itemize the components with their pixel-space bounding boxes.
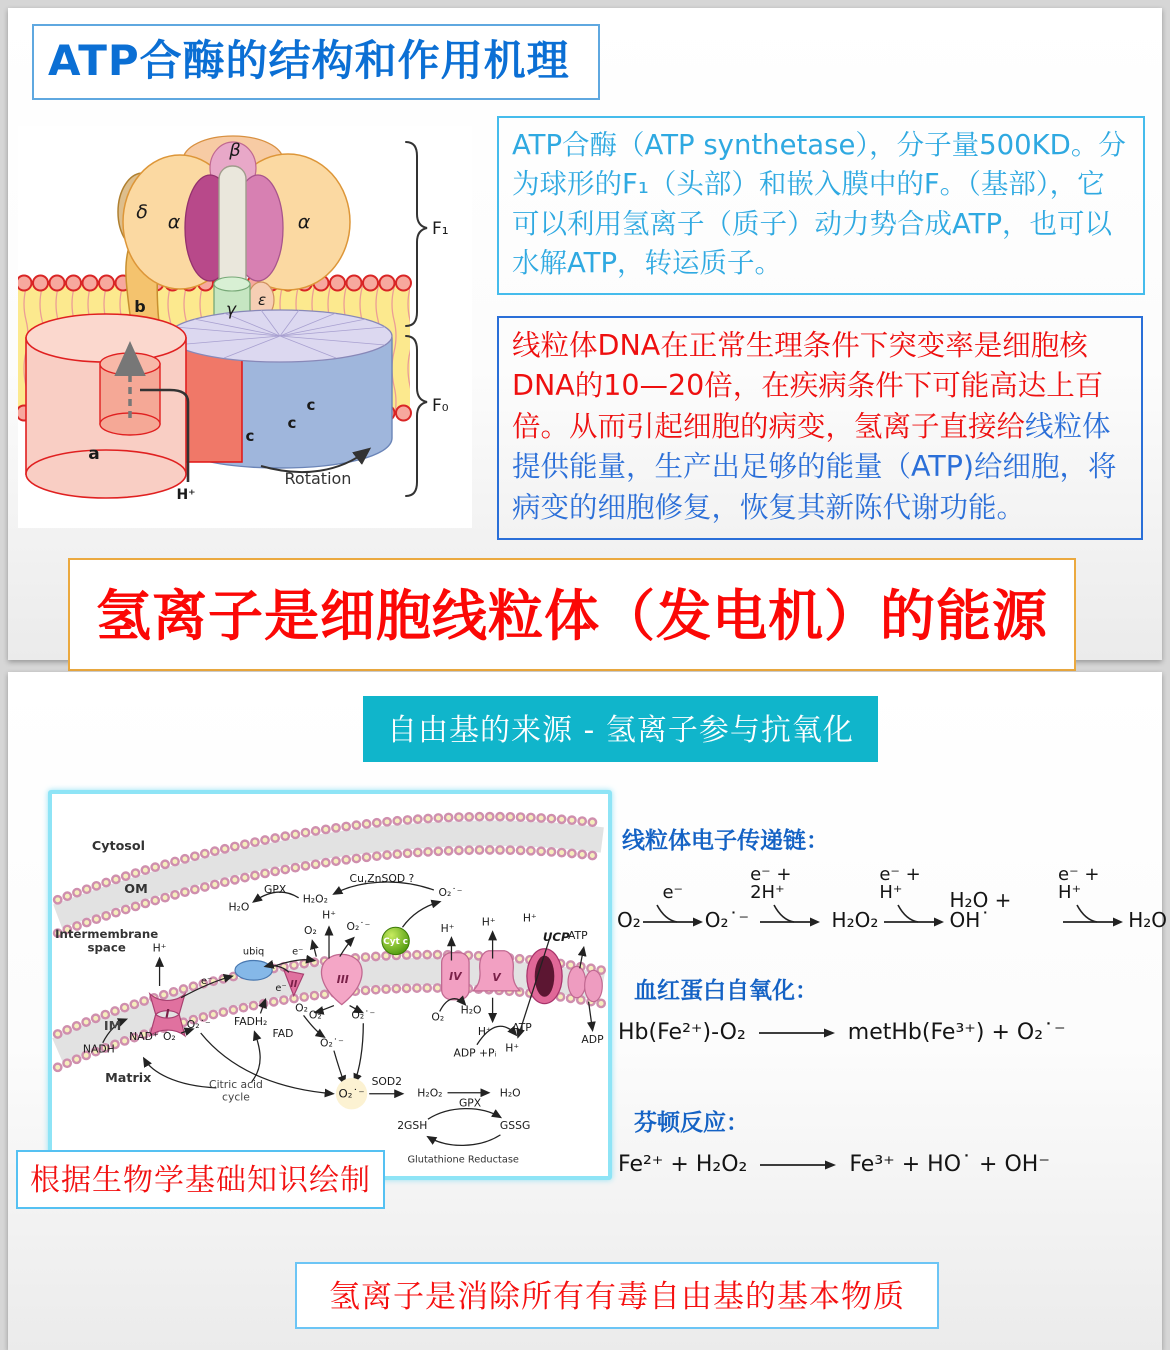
- slide2-banner: 氢离子是消除所有有毒自由基的基本物质: [295, 1262, 939, 1329]
- equations-column: [616, 822, 1168, 1214]
- ubiquinone: [235, 961, 272, 981]
- credit-box: 根据生物学基础知识绘制: [16, 1150, 385, 1209]
- atp-figure-label: F₁: [432, 219, 449, 239]
- mito-diagram-label: O₂: [304, 924, 317, 938]
- mito-diagram-label: H₂O₂: [302, 892, 328, 906]
- atp-synthase-illustration: [18, 126, 472, 528]
- mito-diagram-label: SOD2: [371, 1074, 403, 1088]
- chain-species: O₂: [617, 908, 641, 932]
- chain-step: [642, 884, 704, 930]
- arrow-icon: [1062, 904, 1124, 930]
- mito-diagram-label: NADH: [82, 1042, 115, 1056]
- mito-dna-blue-text: 线粒体提供能量，生产出足够的能量（ATP)给细胞，将病变的细胞修复，恢复其新陈代谢功能。: [512, 409, 1117, 524]
- mito-diagram-label: O₂˙⁻: [186, 1018, 211, 1032]
- atp-figure-label: H⁺: [176, 487, 196, 503]
- mito-diagram-label: 2GSH: [397, 1118, 428, 1132]
- mito-diagram-label: IV: [449, 970, 462, 984]
- mito-diagram-label: space: [87, 940, 126, 955]
- mito-diagram-label: III: [336, 973, 349, 987]
- slide-free-radicals: [8, 672, 1167, 1350]
- atp-figure-label: δ: [136, 201, 148, 223]
- mito-diagram-label: e⁻: [200, 976, 213, 988]
- fenton-rhs: Fe³⁺ + HO˙ + OH⁻: [849, 1152, 1050, 1177]
- mito-diagram-label: e⁻: [292, 946, 304, 958]
- hb-lhs: Hb(Fe²⁺)-O₂: [618, 1020, 746, 1045]
- mito-diagram-label: H₂O₂: [417, 1086, 443, 1100]
- mito-diagram-label: H⁺: [522, 911, 537, 925]
- mito-diagram-label: O₂˙⁻: [346, 920, 371, 934]
- chain-step: [750, 866, 830, 930]
- arrow-icon: [642, 904, 704, 930]
- mito-diagram-label: O₂: [431, 1010, 445, 1024]
- mito-diagram-label: O₂˙⁻: [338, 1086, 365, 1101]
- mitochondria-diagram-panel: [48, 790, 612, 1180]
- mito-diagram-label: H⁺: [481, 915, 496, 929]
- mito-diagram-label: GPX: [264, 882, 287, 896]
- mito-diagram-label: IM: [103, 1019, 122, 1035]
- mitochondria-diagram: [52, 794, 608, 1176]
- chain-step-label: e⁻: [662, 882, 684, 903]
- mito-diagram-label: e⁻: [275, 982, 287, 994]
- mitochondria-dna-box: [497, 316, 1143, 540]
- slide1-title: ATP合酶的结构和作用机理: [32, 24, 600, 100]
- atp-figure-label: F₀: [432, 396, 449, 416]
- chain-step: [1058, 866, 1127, 930]
- fenton-heading: 芬顿反应：: [634, 1110, 749, 1136]
- arrow-icon: [758, 1027, 836, 1039]
- mito-diagram-label: O₂: [162, 1029, 176, 1043]
- atp-description-box: [497, 116, 1145, 295]
- atp-description-text: ATP合酶（ATP synthetase），分子量500KD。分为球形的F₁（头部）和嵌入膜中的F。（基部），它可以利用氢离子（质子）动力势合成ATP，也可以水解ATP，转运质子。: [512, 129, 1126, 279]
- mito-diagram-label: NAD⁺: [129, 1029, 159, 1043]
- arrow-icon: [759, 1159, 837, 1171]
- chain-step: [879, 866, 948, 930]
- chain-species: H₂O₂: [831, 908, 879, 932]
- atp-figure-label: α: [167, 211, 181, 233]
- mito-diagram-label: H⁺: [440, 922, 455, 936]
- mito-diagram-label: ubiq: [242, 946, 265, 958]
- atp-figure-label: α: [297, 211, 311, 233]
- mito-diagram-label: Cu,ZnSOD ?: [349, 872, 415, 886]
- arrow-icon: [883, 904, 945, 930]
- atp-figure-label: γ: [225, 300, 237, 320]
- mito-diagram-label: Citric acid: [209, 1077, 263, 1091]
- mito-diagram-label: ADP +Pᵢ: [453, 1046, 497, 1060]
- mito-diagram-label: I: [165, 1006, 170, 1021]
- mito-diagram-label: GSSG: [499, 1118, 531, 1132]
- slide1-banner: 氢离子是细胞线粒体（发电机）的能源: [68, 558, 1076, 671]
- chain-step-label: e⁻ + H⁺: [1058, 864, 1100, 903]
- chain-species: H₂O: [1128, 908, 1167, 932]
- fenton-lhs: Fe²⁺ + H₂O₂: [618, 1152, 748, 1177]
- mito-diagram-label: H⁺: [152, 941, 167, 955]
- atp-figure-label: b: [134, 297, 146, 316]
- electron-transport-equation: [616, 866, 1168, 930]
- mito-diagram-label: V: [492, 971, 501, 985]
- mito-diagram-label: Matrix: [105, 1070, 152, 1086]
- atp-figure-label: β: [229, 140, 241, 161]
- hb-rhs: metHb(Fe³⁺) + O₂˙⁻: [847, 1020, 1066, 1045]
- mito-diagram-label: O₂˙⁻: [351, 1008, 376, 1022]
- arrow-icon: [759, 904, 821, 930]
- chain-step-label: e⁻ + H⁺: [879, 864, 921, 903]
- chain-species: H₂O + OH˙: [949, 888, 1012, 932]
- chain-step-label: e⁻ + 2H⁺: [750, 864, 792, 903]
- mito-diagram-label: H⁺: [322, 908, 336, 922]
- mito-diagram-label: FAD: [272, 1026, 294, 1040]
- ucp: [527, 949, 562, 1004]
- mito-diagram-label: H₂O: [499, 1086, 521, 1100]
- mito-diagram-label: O₂: [308, 1008, 322, 1022]
- mito-diagram-label: UCP: [542, 929, 570, 944]
- slide2-title: 自由基的来源 - 氢离子参与抗氧化: [363, 696, 878, 762]
- hb-equation: [618, 1020, 1066, 1045]
- mito-diagram-label: GPX: [458, 1096, 482, 1110]
- atp-figure-label: c: [245, 427, 255, 445]
- atp-figure-label: Rotation: [284, 469, 352, 488]
- etc-heading: 线粒体电子传递链：: [622, 828, 829, 854]
- fenton-equation: [618, 1152, 1050, 1177]
- mito-diagram-label: Intermembrane: [55, 926, 159, 941]
- mito-dna-red-text: 线粒体DNA在正常生理条件下突变率是细胞核DNA的10—20倍，在疾病条件下可能高达上百倍。从而引起细胞的病变，氢离子直接给: [512, 329, 1104, 443]
- mito-diagram-label: O₂˙⁻: [438, 885, 463, 899]
- atp-synthase-figure: [18, 126, 472, 528]
- atp-figure-label: c: [306, 396, 316, 414]
- mito-diagram-label: Cytosol: [91, 838, 145, 854]
- mito-diagram-label: OM: [124, 881, 148, 897]
- mito-diagram-label: H⁺: [477, 1024, 492, 1038]
- atp-figure-label: c: [287, 414, 297, 432]
- mito-diagram-label: ADP: [581, 1032, 604, 1046]
- mito-diagram-label: H₂O: [228, 900, 250, 914]
- mito-diagram-label: ATP: [512, 1021, 532, 1035]
- mito-diagram-label: O₂: [295, 1001, 308, 1015]
- mito-diagram-label: H₂O: [460, 1003, 482, 1017]
- mito-diagram-label: ATP: [568, 928, 588, 942]
- mito-diagram-label: Cyt c: [383, 936, 408, 947]
- mito-diagram-label: O₂˙⁻: [320, 1036, 344, 1050]
- mito-diagram-label: II: [290, 978, 298, 990]
- atp-figure-label: a: [88, 444, 100, 464]
- mito-diagram-label: Glutathione Reductase: [407, 1154, 519, 1166]
- atp-figure-label: ε: [257, 291, 267, 309]
- mito-diagram-label: H⁺: [505, 1041, 520, 1055]
- hb-heading: 血红蛋白自氧化：: [634, 978, 818, 1004]
- chain-species: O₂˙⁻: [704, 908, 750, 932]
- mito-diagram-label: FADH₂: [234, 1015, 268, 1029]
- slide-atp-synthase: [8, 8, 1162, 660]
- mito-diagram-label: cycle: [222, 1090, 250, 1104]
